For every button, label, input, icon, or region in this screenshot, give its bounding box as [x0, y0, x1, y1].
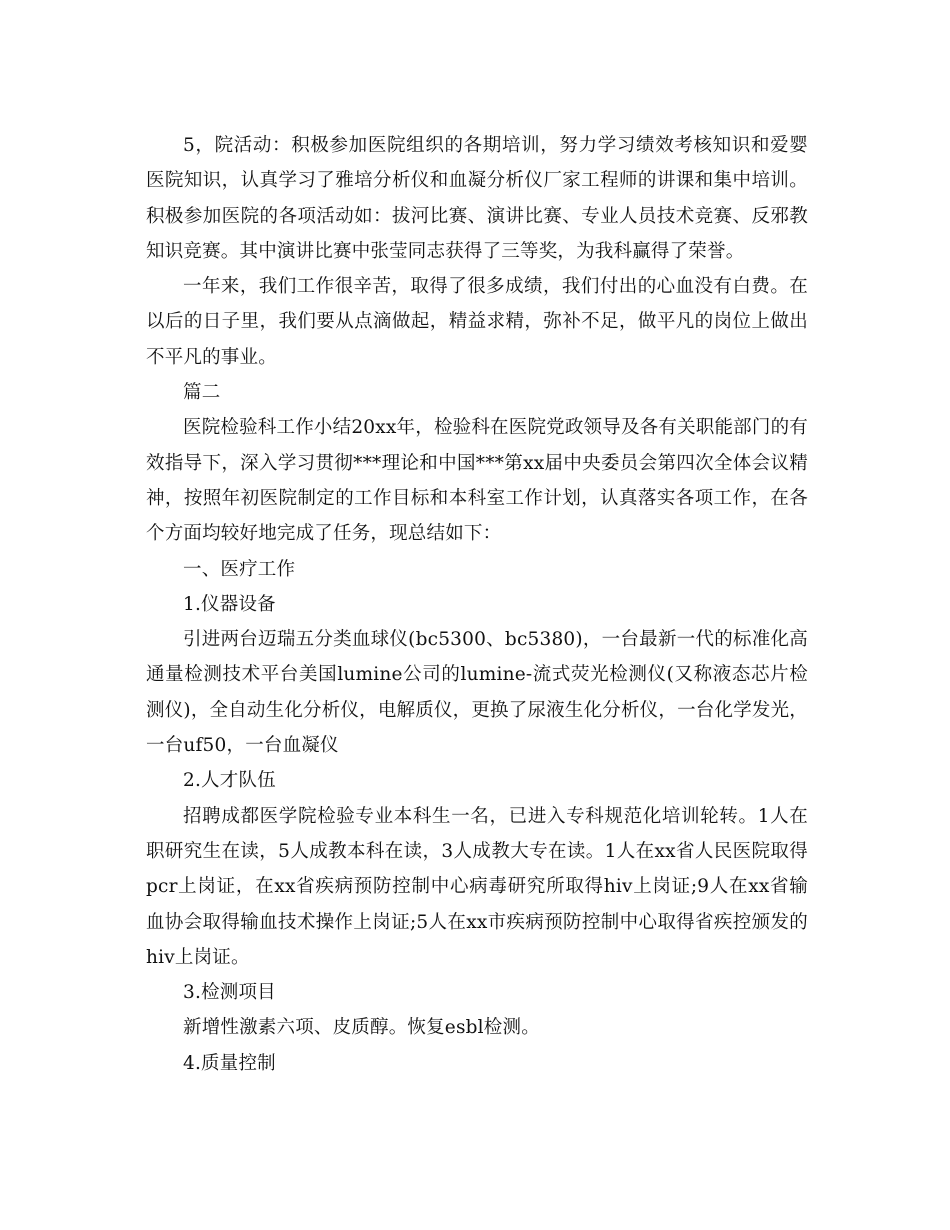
paragraph-year-summary: 一年来，我们工作很辛苦，取得了很多成绩，我们付出的心血没有白费。在以后的日子里，我们要从点滴做起，精益求精，弥补不足，做平凡的岗位上做出不平凡的事业。 — [146, 276, 808, 368]
paragraph-talent-team: 招聘成都医学院检验专业本科生一名，已进入专科规范化培训轮转。1人在职研究生在读，5人成教本科在读，3人成教大专在读。1人在xx省人民医院取得pcr上岗证，在xx省疾病预防控制中心病毒研究所取得hiv上岗证;9人在xx省输血协会取得输血技术操作上岗证;5人在xx市疾病预防控制中心取得省疾控颁发的hiv上岗证。 — [146, 805, 808, 968]
paragraph-test-items: 新增性激素六项、皮质醇。恢复esbl检测。 — [183, 1017, 540, 1039]
paragraph-instruments: 引进两台迈瑞五分类血球仪(bc5300、bc5380)，一台最新一代的标准化高通量检测技术平台美国lumine公司的lumine-流式荧光检测仪(又称液态芯片检测仪)，全自动生化分析仪，电解质仪，更换了尿液生化分析仪，一台化学发光，一台uf50，一台血凝仪 — [146, 629, 808, 757]
document-body — [146, 128, 808, 1081]
heading-talent-team: 2.人才队伍 — [183, 770, 276, 792]
section-heading-part-two: 篇二 — [183, 382, 221, 404]
heading-quality-control: 4.质量控制 — [183, 1052, 276, 1074]
heading-instruments: 1.仪器设备 — [183, 593, 276, 615]
paragraph-lab-summary-intro: 医院检验科工作小结20xx年，检验科在医院党政领导及各有关职能部门的有效指导下，深入学习贯彻***理论和中国***第xx届中央委员会第四次全体会议精神，按照年初医院制定的工作目标和本科室工作计划，认真落实各项工作，在各个方面均较好地完成了任务，现总结如下： — [146, 417, 808, 545]
heading-test-items: 3.检测项目 — [183, 982, 276, 1004]
paragraph-hospital-activities: 5，院活动：积极参加医院组织的各期培训，努力学习绩效考核知识和爱婴医院知识，认真学习了雅培分析仪和血凝分析仪厂家工程师的讲课和集中培训。积极参加医院的各项活动如：拔河比赛、演讲比赛、专业人员技术竞赛、反邪教知识竞赛。其中演讲比赛中张莹同志获得了三等奖，为我科赢得了荣誉。 — [146, 135, 808, 262]
heading-medical-work: 一、医疗工作 — [183, 558, 296, 580]
